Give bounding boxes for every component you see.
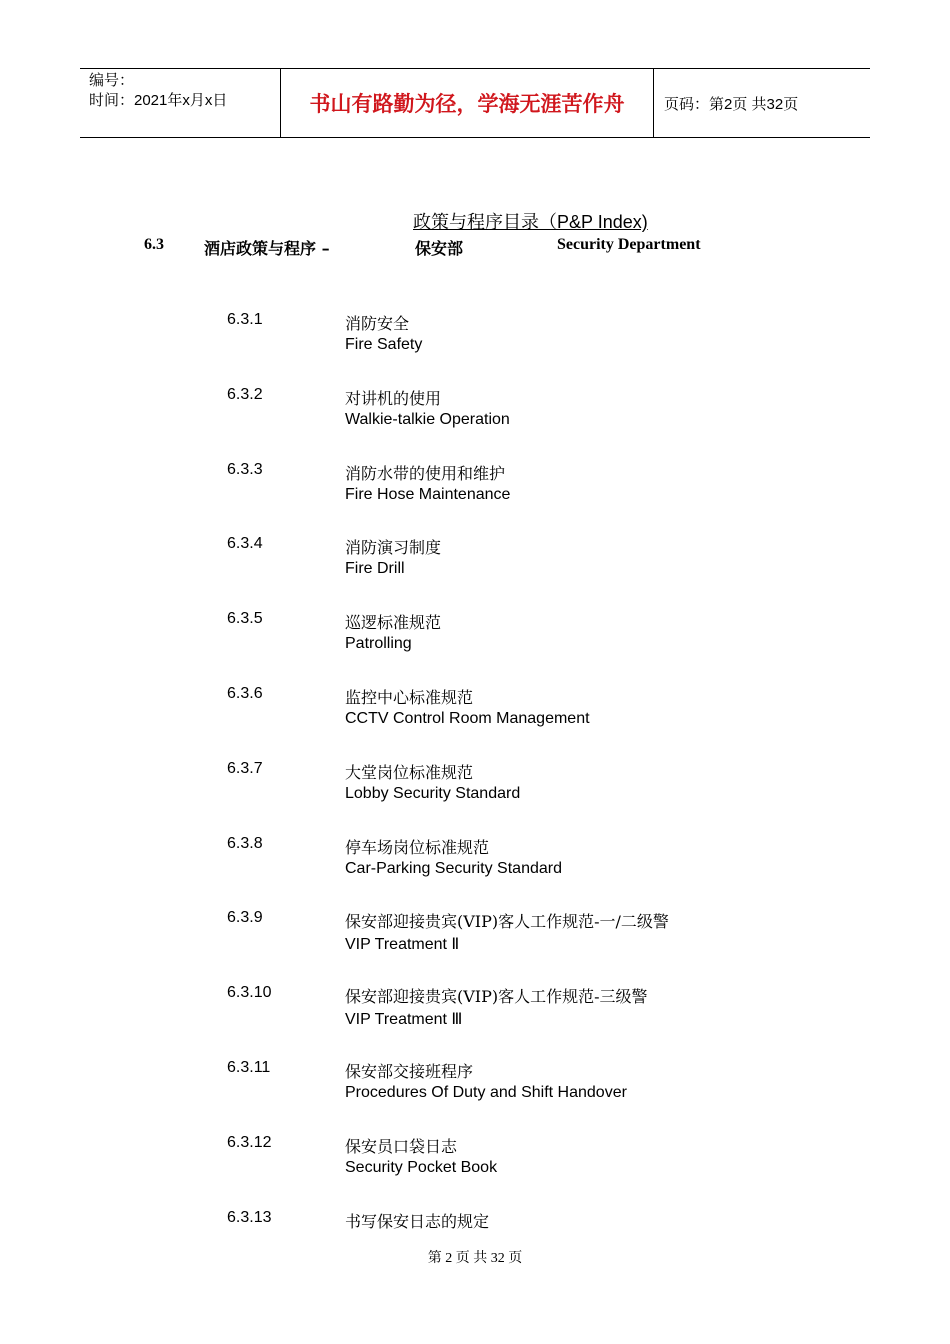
entry-title-en: Fire Safety [345,336,423,353]
entry-number: 6.3.12 [227,1133,272,1151]
entry-title-en: VIP Treatment Ⅱ [345,936,460,954]
entry-title-cn: 保安部迎接贵宾(VIP)客人工作规范-一/二级警 [345,912,669,932]
department-cn: 保安部 [415,239,464,258]
entry-title-cn: 停车场岗位标准规范 [345,837,490,857]
department-en: Security Department [557,236,701,253]
header-table [80,68,870,138]
entry-title-cn: 大堂岗位标准规范 [345,762,474,782]
entry-number: 6.3.10 [227,984,272,1002]
entry-number: 6.3.2 [227,385,263,403]
entry-title-cn: 巡逻标准规范 [345,613,442,633]
entry-title-en: Lobby Security Standard [345,784,521,802]
entry-title-en: Walkie-talkie Operation [345,410,510,428]
entry-title-en: CCTV Control Room Management [345,710,590,727]
entry-title-cn: 监控中心标准规范 [345,688,474,707]
number-label: 编号： [89,72,135,89]
entry-title-en: VIP Treatment Ⅲ [345,1011,463,1029]
entry-number: 6.3.11 [227,1059,271,1076]
entry-title-cn: 保安部交接班程序 [345,1062,474,1081]
entry-title-cn: 保安部迎接贵宾(VIP)客人工作规范-三级警 [345,987,648,1007]
page-footer: 第 2 页 共 32 页 [427,1251,523,1266]
entry-title-en: Security Pocket Book [345,1158,498,1176]
entry-number: 6.3.8 [227,834,263,852]
header-left-cell [80,69,281,137]
entry-title-cn: 保安员口袋日志 [345,1136,458,1156]
entry-title-en: Procedures Of Duty and Shift Handover [345,1084,627,1101]
document-title: 政策与程序目录（P&P Index) [413,212,648,232]
entry-number: 6.3.4 [227,535,263,553]
entry-number: 6.3.6 [227,685,263,702]
entry-title-en: Car-Parking Security Standard [345,859,562,877]
entry-title-cn: 书写保安日志的规定 [345,1211,490,1231]
entry-number: 6.3.13 [227,1208,272,1226]
entry-title-en: Fire Drill [345,560,405,578]
entry-title-cn: 对讲机的使用 [345,388,442,408]
entry-title-cn: 消防演习制度 [345,538,442,558]
entry-number: 6.3.3 [227,460,263,478]
entry-title-en: Patrolling [345,635,412,653]
entry-title-cn: 消防安全 [345,314,410,333]
entry-title-cn: 消防水带的使用和维护 [345,463,506,483]
entry-number: 6.3.9 [227,909,263,927]
entry-number: 6.3.5 [227,610,263,628]
section-number: 6.3 [144,236,164,253]
section-name: 酒店政策与程序 – [204,239,330,258]
page-info: 页码：第2页 共32页 [664,95,799,113]
entry-title-en: Fire Hose Maintenance [345,485,511,503]
date-label: 时间：2021年x月x日 [89,92,228,109]
entry-number: 6.3.1 [227,311,263,328]
entry-number: 6.3.7 [227,759,263,777]
motto: 书山有路勤为径，学海无涯苦作舟 [281,69,654,137]
